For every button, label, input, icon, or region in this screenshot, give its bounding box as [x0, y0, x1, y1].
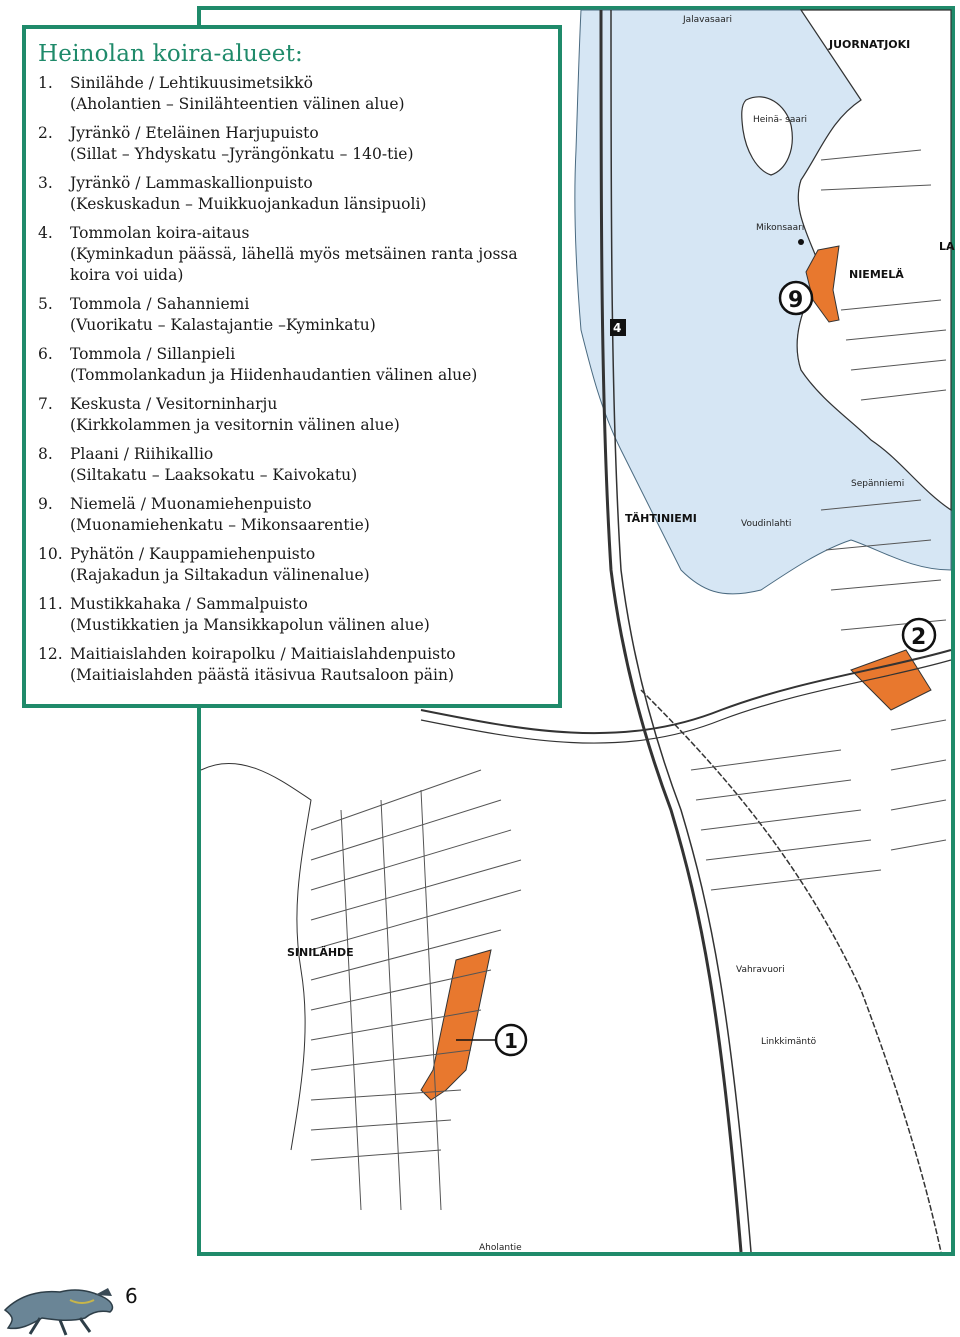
legend-item — [38, 544, 546, 586]
legend-item-description: (Keskuskadun – Muikkuojankadun länsipuoli) — [70, 195, 427, 213]
label-voudinlahti: Voudinlahti — [741, 519, 792, 529]
label-mikonsaari: Mikonsaari — [756, 223, 805, 233]
legend-item-name: Sinilähde / Lehtikuusimetsikkö — [70, 74, 313, 92]
legend-item-number: 8. — [38, 445, 53, 463]
label-sinilahde: SINILÄHDE — [287, 946, 354, 959]
legend-item-description: (Tommolankadun ja Hiidenhaudantien välinen alue) — [70, 366, 478, 384]
legend-item-description: (Aholantien – Sinilähteentien välinen alue) — [70, 95, 405, 113]
legend-item-description: (Kirkkolammen ja vesitornin välinen alue) — [70, 416, 400, 434]
legend-item-number: 11. — [38, 595, 63, 613]
road-sign-4 — [610, 319, 626, 336]
legend-item-description: (Kyminkadun päässä, lähellä myös metsäinen ranta jossa koira voi uida) — [70, 245, 518, 284]
label-juornatjoki: JUORNATJOKI — [829, 38, 911, 51]
legend-item-number: 1. — [38, 74, 53, 92]
railway — [641, 690, 941, 1252]
marker-9 — [780, 282, 812, 314]
running-dog-icon — [0, 1270, 120, 1337]
legend-item-number: 4. — [38, 224, 53, 242]
legend-item — [38, 394, 546, 436]
svg-text:1: 1 — [504, 1029, 518, 1053]
label-niemela: NIEMELÄ — [849, 268, 904, 281]
legend-item-description: (Vuorikatu – Kalastajantie –Kyminkatu) — [70, 316, 376, 334]
legend-item-number: 3. — [38, 174, 53, 192]
legend-item-description: (Sillat – Yhdyskatu –Jyrängönkatu – 140-tie) — [70, 145, 414, 163]
legend-item-name: Keskusta / Vesitorninharju — [70, 395, 278, 413]
legend-item-description: (Maitiaislahden päästä itäsivua Rautsaloon päin) — [70, 666, 454, 684]
legend-item-name: Jyränkö / Lammaskallionpuisto — [70, 174, 313, 192]
legend-item — [38, 644, 546, 686]
legend-item-number: 9. — [38, 495, 53, 513]
legend-item — [38, 344, 546, 386]
legend-item-description: (Muonamiehenkatu – Mikonsaarentie) — [70, 516, 370, 534]
legend-item-number: 12. — [38, 645, 63, 663]
legend-item-name: Maitiaislahden koirapolku / Maitiaislahdenpuisto — [70, 645, 456, 663]
legend-item-number: 5. — [38, 295, 53, 313]
legend-item-description: (Siltakatu – Laaksokatu – Kaivokatu) — [70, 466, 358, 484]
legend-item-name: Tommola / Sahanniemi — [70, 295, 250, 313]
legend-item — [38, 444, 546, 486]
legend-item — [38, 123, 546, 165]
label-sepanniemi: Sepänniemi — [851, 479, 905, 489]
legend-item — [38, 494, 546, 536]
label-aholantie: Aholantie — [479, 1243, 522, 1253]
svg-text:2: 2 — [911, 625, 927, 650]
page-number: 6 — [125, 1284, 138, 1308]
legend-item-name: Tommolan koira-aitaus — [70, 224, 250, 242]
legend-item-description: (Rajakadun ja Siltakadun välinenalue) — [70, 566, 370, 584]
legend-item — [38, 73, 546, 115]
label-vahravuori: Vahravuori — [736, 965, 785, 975]
label-tahtiniemi: TÄHTINIEMI — [625, 512, 697, 525]
label-linkkimannto: Linkkimäntö — [761, 1037, 817, 1047]
legend-item-name: Tommola / Sillanpieli — [70, 345, 236, 363]
legend-item — [38, 223, 546, 286]
legend-box — [22, 25, 562, 708]
label-jalavasaari: Jalavasaari — [683, 15, 732, 25]
legend-item-number: 10. — [38, 545, 63, 563]
marker-1 — [496, 1025, 526, 1055]
legend-item-name: Niemelä / Muonamiehenpuisto — [70, 495, 312, 513]
legend-item-name: Pyhätön / Kauppamiehenpuisto — [70, 545, 316, 563]
legend-item-number: 6. — [38, 345, 53, 363]
legend-item — [38, 294, 546, 336]
legend-title: Heinolan koira-alueet: — [38, 41, 303, 67]
label-la: LA — [939, 240, 955, 253]
legend-list — [38, 73, 546, 686]
legend-item-number: 7. — [38, 395, 53, 413]
legend-item-name: Jyränkö / Eteläinen Harjupuisto — [70, 124, 319, 142]
legend-item-name: Mustikkahaka / Sammalpuisto — [70, 595, 308, 613]
mikonsaari-dot — [798, 239, 804, 245]
marker-2 — [903, 619, 935, 651]
legend-item — [38, 594, 546, 636]
svg-text:4: 4 — [613, 321, 622, 335]
legend-item-description: (Mustikkatien ja Mansikkapolun välinen alue) — [70, 616, 430, 634]
legend-item-number: 2. — [38, 124, 53, 142]
legend-item — [38, 173, 546, 215]
svg-text:9: 9 — [788, 288, 804, 313]
label-heinasaari: Heinä- saari — [753, 115, 808, 125]
legend-item-name: Plaani / Riihikallio — [70, 445, 214, 463]
